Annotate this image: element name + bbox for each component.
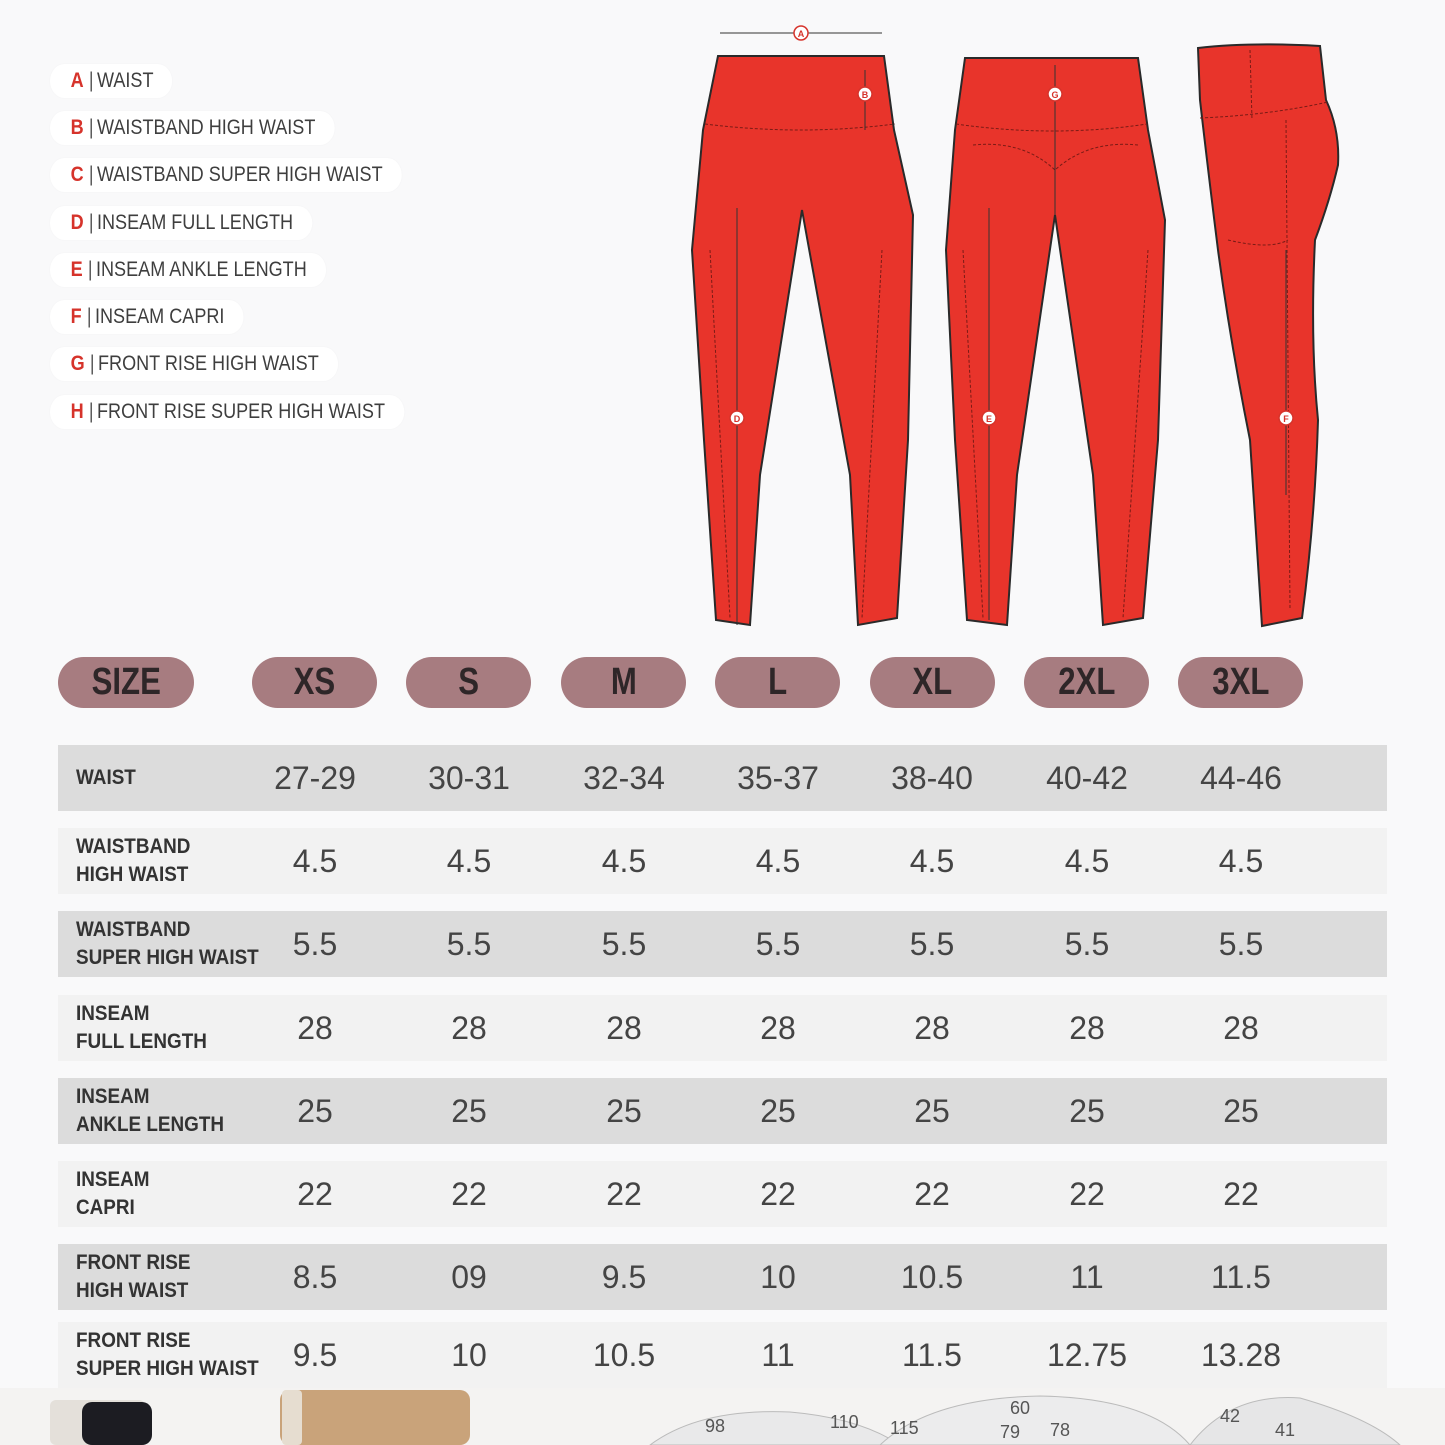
row-label-line: WAISTBAND: [76, 918, 191, 941]
table-cell: 28: [451, 1010, 487, 1046]
table-cell: 10: [451, 1337, 487, 1373]
table-cell: 9.5: [601, 1259, 647, 1295]
table-cell: 5.5: [1064, 926, 1110, 962]
tape-number: 42: [1220, 1406, 1241, 1426]
legend-label: WAISTBAND SUPER HIGH WAIST: [96, 163, 383, 186]
size-label: XL: [912, 661, 953, 703]
table-cell: 25: [1223, 1093, 1259, 1129]
table-cell: 11: [761, 1337, 795, 1373]
row-label-line: CAPRI: [76, 1196, 135, 1219]
legging-side-shape: [1198, 44, 1338, 626]
table-row-inseam-capri: [58, 1161, 1387, 1227]
table-cell: 22: [606, 1176, 642, 1212]
legend-separator: |: [86, 305, 92, 328]
tape-number: 60: [1010, 1398, 1031, 1418]
leggings-back-illustration: [943, 20, 1168, 635]
table-row-waist: [58, 745, 1387, 811]
size-pill-2xl: [1024, 657, 1149, 708]
legend-separator: |: [88, 116, 94, 139]
row-label-line: SUPER HIGH WAIST: [76, 1357, 259, 1380]
legend-label: INSEAM FULL LENGTH: [96, 211, 294, 234]
tape-number: 79: [1000, 1422, 1021, 1442]
legend-item-front-rise-super-high-waist: [50, 395, 404, 429]
table-cell: 4.5: [755, 843, 801, 879]
row-label-line: INSEAM: [76, 1085, 150, 1108]
leggings-front-illustration: [690, 20, 915, 635]
row-label-line: FRONT RISE: [76, 1329, 191, 1352]
table-cell: 12.75: [1046, 1337, 1128, 1373]
legend-letter: D: [70, 211, 84, 234]
table-cell: 35-37: [737, 760, 819, 796]
legend-letter: G: [70, 352, 85, 375]
table-cell: 25: [451, 1093, 487, 1129]
legend-label: FRONT RISE HIGH WAIST: [97, 352, 319, 375]
table-cell: 11.5: [902, 1337, 962, 1373]
table-cell: 44-46: [1200, 760, 1282, 796]
table-cell: 4.5: [909, 843, 955, 879]
legend-separator: |: [87, 258, 93, 281]
tape-number: 115: [890, 1418, 919, 1438]
row-label: [76, 828, 203, 894]
table-cell: 25: [297, 1093, 333, 1129]
row-label: [76, 995, 221, 1061]
legend-item-inseam-full-length: [50, 206, 312, 240]
table-cell: 11.5: [1211, 1259, 1271, 1295]
tape-number: 98: [705, 1416, 726, 1436]
size-label: 2XL: [1057, 661, 1116, 703]
size-pill-m: [561, 657, 686, 708]
tape-number: 78: [1050, 1420, 1071, 1440]
legend-item-waist: [50, 64, 172, 98]
legend-separator: |: [89, 352, 95, 375]
marker-g-label: G: [1051, 90, 1059, 100]
table-cell: 38-40: [891, 760, 973, 796]
table-cell: 40-42: [1046, 760, 1128, 796]
table-cell: 22: [1069, 1176, 1105, 1212]
black-thread-spool: [50, 1400, 152, 1445]
row-label-line: HIGH WAIST: [76, 1279, 189, 1302]
table-cell: 4.5: [1064, 843, 1110, 879]
table-cell: 25: [760, 1093, 796, 1129]
table-cell: 4.5: [292, 843, 338, 879]
table-cell: 8.5: [292, 1259, 338, 1295]
tan-thread-spool: [280, 1390, 470, 1445]
size-header-label: SIZE: [91, 661, 161, 703]
legend-letter: A: [70, 69, 84, 92]
size-label: M: [610, 661, 637, 703]
table-cell: 4.5: [601, 843, 647, 879]
legend-label: INSEAM CAPRI: [94, 305, 225, 328]
row-label-line: WAIST: [76, 766, 136, 789]
sewing-supplies-decoration: [0, 1388, 1445, 1445]
size-pill-xs: [252, 657, 377, 708]
legend-letter: F: [70, 305, 82, 328]
size-pill-3xl: [1178, 657, 1303, 708]
table-cell: 09: [451, 1259, 487, 1295]
size-pill-l: [715, 657, 840, 708]
table-cell: 5.5: [446, 926, 492, 962]
table-cell: 5.5: [1218, 926, 1264, 962]
legend-letter: H: [70, 400, 84, 423]
table-cell: 13.28: [1200, 1337, 1282, 1373]
table-cell: 5.5: [601, 926, 647, 962]
table-cell: 10.5: [900, 1259, 964, 1295]
table-cell: 28: [606, 1010, 642, 1046]
row-label: [76, 745, 143, 811]
legend-letter: B: [70, 116, 84, 139]
table-cell: 5.5: [292, 926, 338, 962]
legend-label: WAIST: [96, 69, 154, 92]
table-cell: 5.5: [755, 926, 801, 962]
size-header-pill: [58, 657, 194, 708]
size-label: XS: [293, 661, 336, 703]
marker-e-label: E: [985, 414, 993, 424]
legend-label: WAISTBAND HIGH WAIST: [96, 116, 316, 139]
table-cell: 28: [1069, 1010, 1105, 1046]
leggings-side-illustration: [1190, 20, 1350, 635]
table-cell: 25: [914, 1093, 950, 1129]
table-cell: 28: [297, 1010, 333, 1046]
table-cell: 11: [1070, 1259, 1104, 1295]
row-label: [76, 1161, 158, 1227]
row-label: [76, 1078, 241, 1144]
table-cell: 28: [1223, 1010, 1259, 1046]
table-cell: 4.5: [1218, 843, 1264, 879]
marker-f-label: F: [1283, 414, 1289, 424]
size-label: S: [458, 661, 479, 703]
row-label-line: INSEAM: [76, 1168, 150, 1191]
table-row-inseam-ankle-length: [58, 1078, 1387, 1144]
table-row-front-rise-super-high-waist: [58, 1322, 1387, 1388]
table-cell: 10: [760, 1259, 796, 1295]
legend-separator: |: [88, 211, 94, 234]
marker-a-label: A: [797, 29, 805, 39]
table-cell: 22: [1223, 1176, 1259, 1212]
size-pill-s: [406, 657, 531, 708]
table-cell: 28: [914, 1010, 950, 1046]
tape-number: 41: [1275, 1420, 1296, 1440]
table-cell: 22: [914, 1176, 950, 1212]
legend-item-waistband-high-waist: [50, 111, 334, 145]
table-cell: 32-34: [583, 760, 665, 796]
row-label-line: INSEAM: [76, 1002, 150, 1025]
table-row-inseam-full-length: [58, 995, 1387, 1061]
table-cell: 27-29: [274, 760, 356, 796]
legend-label: FRONT RISE SUPER HIGH WAIST: [96, 400, 385, 423]
table-row-front-rise-high-waist: [58, 1244, 1387, 1310]
table-cell: 22: [297, 1176, 333, 1212]
row-label-line: SUPER HIGH WAIST: [76, 946, 259, 969]
table-cell: 22: [760, 1176, 796, 1212]
legend-label: INSEAM ANKLE LENGTH: [95, 258, 307, 281]
legend-item-waistband-super-high-waist: [50, 158, 402, 192]
marker-d-label: D: [733, 414, 741, 424]
size-label: 3XL: [1211, 661, 1270, 703]
row-label-line: ANKLE LENGTH: [76, 1113, 225, 1136]
legend-separator: |: [88, 163, 94, 186]
legend-letter: E: [70, 258, 83, 281]
table-cell: 25: [606, 1093, 642, 1129]
row-label-line: HIGH WAIST: [76, 863, 189, 886]
table-cell: 5.5: [909, 926, 955, 962]
legend-separator: |: [88, 69, 94, 92]
legend-item-front-rise-high-waist: [50, 347, 338, 381]
table-cell: 9.5: [292, 1337, 338, 1373]
legend-separator: |: [88, 400, 94, 423]
table-cell: 28: [760, 1010, 796, 1046]
table-row-waistband-high-waist: [58, 828, 1387, 894]
size-label: L: [767, 661, 788, 703]
marker-b-label: B: [861, 90, 869, 100]
table-cell: 4.5: [446, 843, 492, 879]
row-label-line: FRONT RISE: [76, 1251, 191, 1274]
table-cell: 22: [451, 1176, 487, 1212]
row-label-line: WAISTBAND: [76, 835, 191, 858]
size-pill-xl: [870, 657, 995, 708]
legend-item-inseam-ankle-length: [50, 253, 326, 287]
table-cell: 25: [1069, 1093, 1105, 1129]
table-row-waistband-super-high-waist: [58, 911, 1387, 977]
table-cell: 10.5: [592, 1337, 656, 1373]
row-label-line: FULL LENGTH: [76, 1030, 207, 1053]
legging-front-shape: [692, 56, 913, 625]
tape-number: 110: [830, 1412, 859, 1432]
table-cell: 30-31: [428, 760, 510, 796]
row-label: [76, 1244, 203, 1310]
legend-letter: C: [70, 163, 84, 186]
legend-item-inseam-capri: [50, 300, 243, 334]
